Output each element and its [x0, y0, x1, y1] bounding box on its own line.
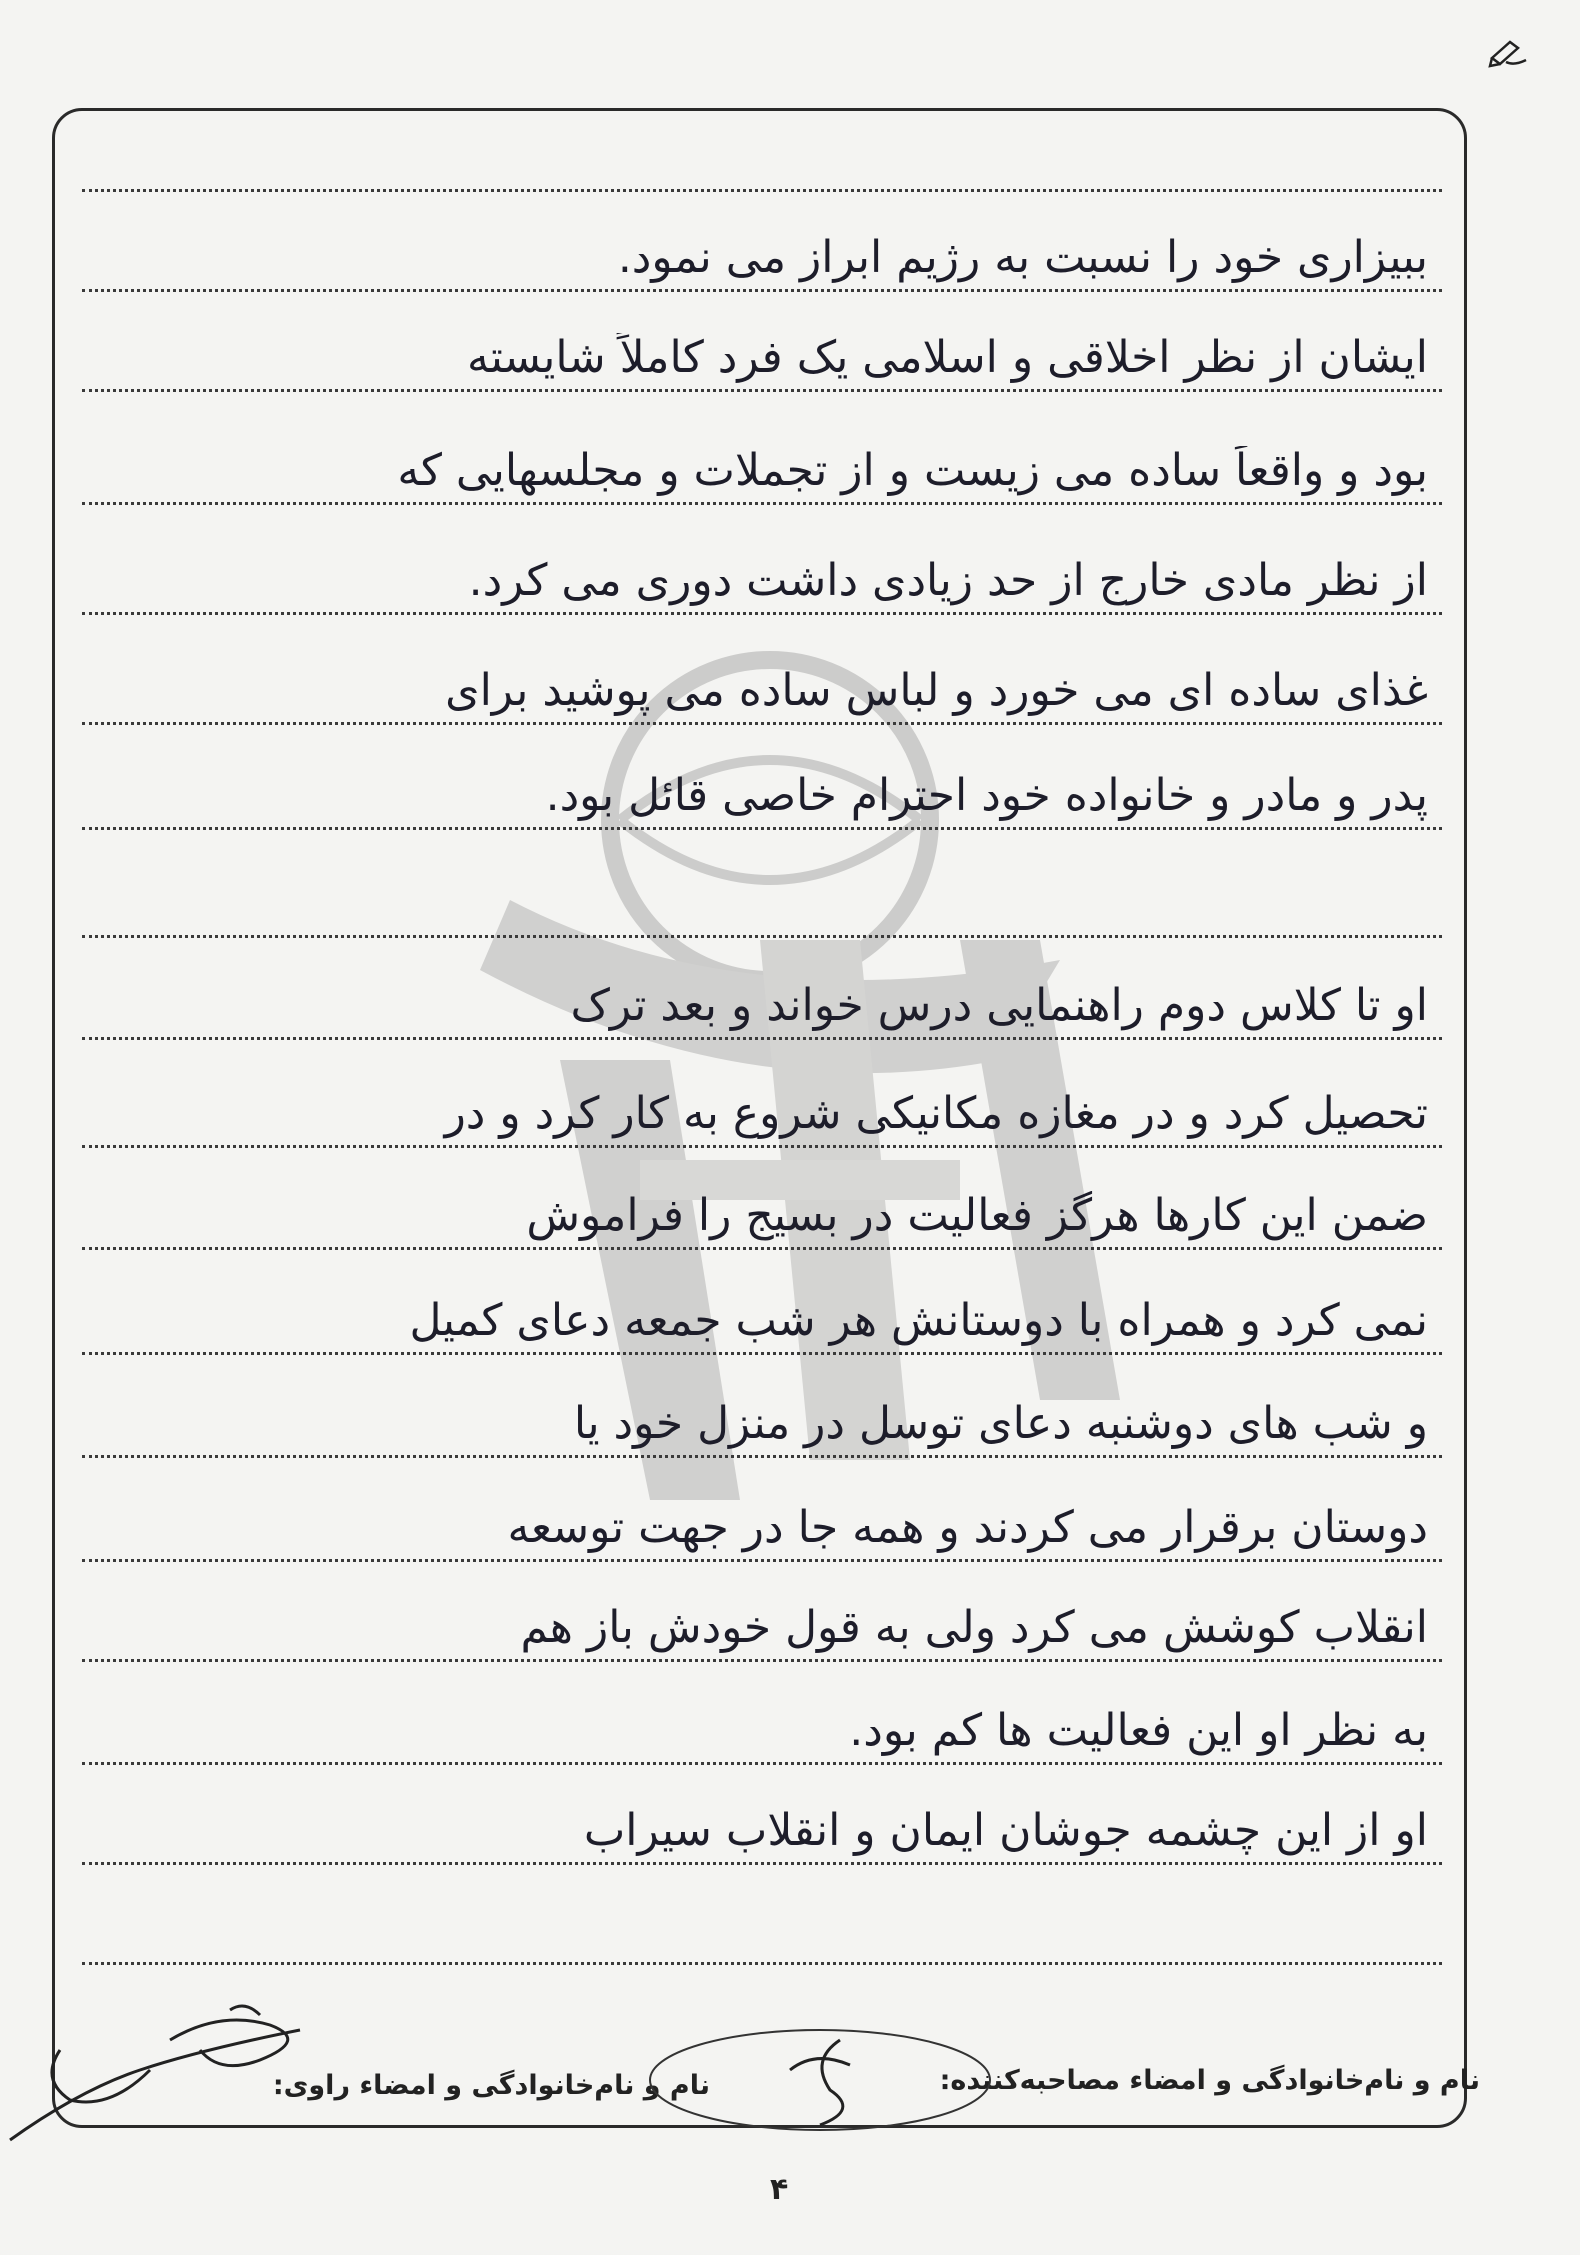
handwritten-line: غذای ساده ای می خورد و لباس ساده می پوشید برای — [445, 666, 1428, 717]
handwritten-line: ضمن این کارها هرگز فعالیت در بسیج را فراموش — [526, 1191, 1428, 1242]
ruled-line — [82, 292, 1442, 392]
ruled-line — [82, 515, 1442, 615]
ruled-line — [82, 1865, 1442, 1965]
handwritten-line: بود و واقعاً ساده می زیست و از تجملات و مجلسهایی که — [397, 446, 1428, 497]
ruled-line — [82, 92, 1442, 192]
handwritten-line: از نظر مادی خارج از حد زیادی داشت دوری می کرد. — [468, 556, 1428, 607]
handwritten-line: ایشان از نظر اخلاقی و اسلامی یک فرد کاملاً شایسته — [467, 333, 1428, 384]
page-number: ۴ — [770, 2172, 789, 2207]
handwritten-line: نمی کرد و همراه با دوستانش هر شب جمعه دعای کمیل — [409, 1296, 1428, 1347]
pen-icon — [1488, 36, 1528, 68]
handwritten-line: انقلاب کوشش می کرد ولی به قول خودش باز هم — [520, 1603, 1428, 1654]
handwritten-line: به نظر او این فعالیت ها کم بود. — [849, 1706, 1428, 1757]
handwritten-line: پدر و مادر و خانواده خود احترام خاصی قائل بود. — [545, 771, 1428, 822]
ruled-line — [82, 1562, 1442, 1662]
ruled-line — [82, 940, 1442, 1040]
ruled-line — [82, 1665, 1442, 1765]
interviewer-signature — [640, 2010, 1000, 2140]
handwritten-line: و شب های دوشنبه دعای توسل در منزل خود یا — [573, 1399, 1428, 1450]
ruled-line — [82, 625, 1442, 725]
handwritten-line: او از این چشمه جوشان ایمان و انقلاب سیراب — [583, 1806, 1428, 1857]
ruled-line — [82, 838, 1442, 938]
narrator-signature-label: نام و نام‌خانوادگی و امضاء راوی: — [272, 2070, 710, 2101]
handwritten-line: ببیزاری خود را نسبت به رژیم ابراز می نمود. — [617, 233, 1428, 284]
handwritten-line: تحصیل کرد و در مغازه مکانیکی شروع به کار کرد و در — [444, 1089, 1428, 1140]
narrator-signature — [0, 1990, 330, 2150]
ruled-line — [82, 730, 1442, 830]
ruled-line — [82, 1048, 1442, 1148]
ruled-line — [82, 1358, 1442, 1458]
ruled-line — [82, 1150, 1442, 1250]
ruled-line — [82, 192, 1442, 292]
ruled-line — [82, 1255, 1442, 1355]
ruled-line — [82, 1765, 1442, 1865]
ruled-line — [82, 1462, 1442, 1562]
handwritten-line: او تا کلاس دوم راهنمایی درس خواند و بعد ترک — [570, 981, 1428, 1032]
handwritten-line: دوستان برقرار می کردند و همه جا در جهت توسعه — [507, 1503, 1428, 1554]
ruled-line — [82, 405, 1442, 505]
interviewer-signature-label: نام و نام‌خانوادگی و امضاء مصاحبه‌کننده: — [939, 2065, 1480, 2096]
